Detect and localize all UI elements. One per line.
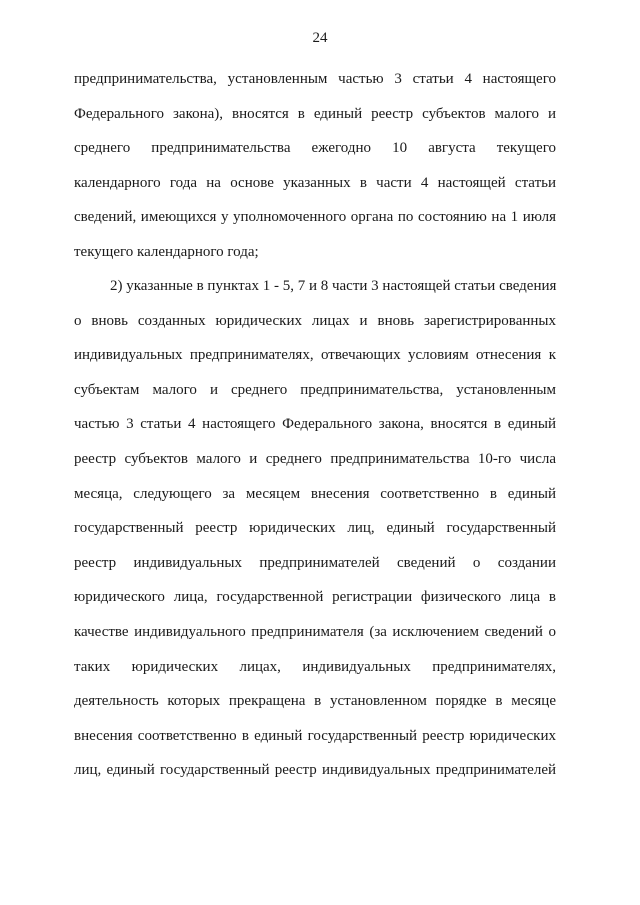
paragraph-line: календарного года на основе указанных в части 4 настоящей статьи bbox=[74, 174, 556, 191]
paragraph-line: среднего предпринимательства ежегодно 10 августа текущего bbox=[74, 140, 556, 157]
page-number: 24 bbox=[312, 30, 328, 46]
paragraph-line: реестр индивидуальных предпринимателей сведений о создании bbox=[74, 554, 556, 571]
paragraph-line: о вновь созданных юридических лицах и вновь зарегистрированных bbox=[74, 312, 556, 329]
paragraph-line: внесения соответственно в единый государственный реестр юридических bbox=[74, 727, 556, 744]
paragraph-line: лиц, единый государственный реестр индивидуальных предпринимателей bbox=[74, 762, 556, 779]
paragraph-line: таких юридических лицах, индивидуальных предпринимателях, bbox=[74, 658, 556, 675]
paragraph-line: деятельность которых прекращена в установленном порядке в месяце bbox=[74, 693, 556, 710]
paragraph-line: юридического лица, государственной регистрации физического лица в bbox=[74, 589, 556, 606]
paragraph-line: 2) указанные в пунктах 1 - 5, 7 и 8 части 3 настоящей статьи сведения bbox=[110, 278, 557, 294]
paragraph-line: месяца, следующего за месяцем внесения соответственно в единый bbox=[74, 485, 556, 502]
paragraph-line: частью 3 статьи 4 настоящего Федерального закона, вносятся в единый bbox=[74, 416, 556, 433]
paragraph-line: качестве индивидуального предпринимателя (за исключением сведений о bbox=[74, 623, 556, 640]
paragraph-1 bbox=[74, 62, 556, 270]
paragraph-line: реестр субъектов малого и среднего предпринимательства 10-го числа bbox=[74, 450, 556, 467]
paragraph-line: Федерального закона), вносятся в единый реестр субъектов малого и bbox=[74, 105, 556, 122]
paragraph-line: субъектам малого и среднего предпринимательства, установленным bbox=[74, 381, 556, 398]
paragraph-line: сведений, имеющихся у уполномоченного органа по состоянию на 1 июля bbox=[74, 209, 556, 226]
paragraph-line: текущего календарного года; bbox=[74, 243, 259, 260]
paragraph-line: индивидуальных предпринимателях, отвечающих условиям отнесения к bbox=[74, 347, 556, 364]
paragraph-line: предпринимательства, установленным частью 3 статьи 4 настоящего bbox=[74, 71, 556, 87]
paragraph-line: государственный реестр юридических лиц, единый государственный bbox=[74, 520, 556, 537]
paragraph-2 bbox=[74, 269, 556, 788]
